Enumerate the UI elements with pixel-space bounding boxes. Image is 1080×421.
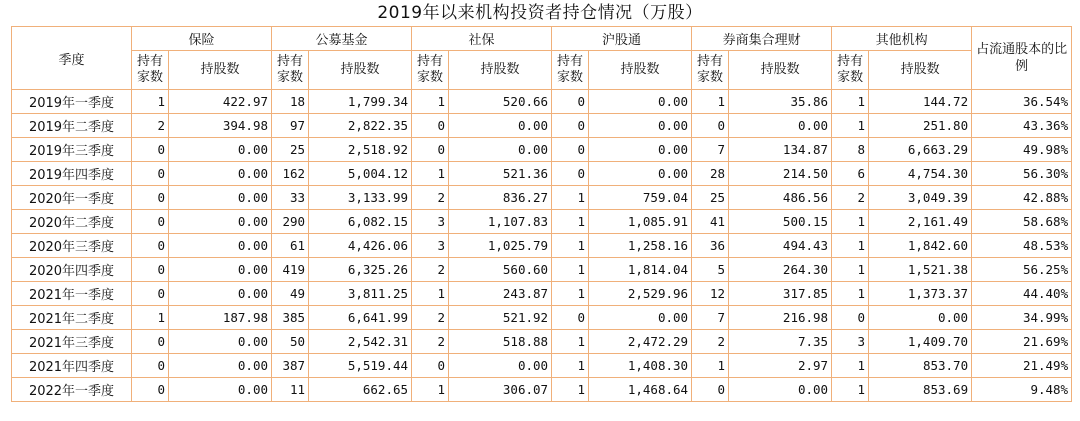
holder-count-cell: 33 bbox=[272, 186, 309, 210]
holder-count-cell: 1 bbox=[132, 306, 169, 330]
holder-count-cell: 1 bbox=[832, 90, 869, 114]
holder-count-cell: 1 bbox=[412, 378, 449, 402]
holder-count-cell: 0 bbox=[552, 162, 589, 186]
shares-cell: 134.87 bbox=[729, 138, 832, 162]
holder-count-cell: 1 bbox=[552, 282, 589, 306]
group-header-social-security: 社保 bbox=[412, 27, 552, 51]
holder-count-cell: 2 bbox=[412, 186, 449, 210]
holder-count-cell: 2 bbox=[412, 306, 449, 330]
shares-cell: 853.69 bbox=[869, 378, 972, 402]
shares-cell: 144.72 bbox=[869, 90, 972, 114]
holder-count-cell: 1 bbox=[552, 234, 589, 258]
holdings-table bbox=[11, 26, 1072, 402]
holder-count-cell: 3 bbox=[412, 234, 449, 258]
holder-count-cell: 0 bbox=[132, 234, 169, 258]
shares-cell: 0.00 bbox=[169, 330, 272, 354]
shares-cell: 243.87 bbox=[449, 282, 552, 306]
holder-count-cell: 0 bbox=[412, 354, 449, 378]
holder-count-cell: 1 bbox=[412, 90, 449, 114]
shares-cell: 264.30 bbox=[729, 258, 832, 282]
holder-count-cell: 0 bbox=[552, 138, 589, 162]
sub-header-holder-count: 持有家数 bbox=[132, 51, 169, 90]
shares-cell: 521.36 bbox=[449, 162, 552, 186]
holder-count-cell: 49 bbox=[272, 282, 309, 306]
holder-count-cell: 5 bbox=[692, 258, 729, 282]
holder-count-cell: 61 bbox=[272, 234, 309, 258]
shares-cell: 2,161.49 bbox=[869, 210, 972, 234]
shares-cell: 3,049.39 bbox=[869, 186, 972, 210]
ratio-cell: 44.40% bbox=[972, 282, 1072, 306]
holder-count-cell: 97 bbox=[272, 114, 309, 138]
shares-cell: 5,519.44 bbox=[309, 354, 412, 378]
shares-cell: 0.00 bbox=[729, 378, 832, 402]
holder-count-cell: 50 bbox=[272, 330, 309, 354]
quarter-cell: 2020年四季度 bbox=[12, 258, 132, 282]
holder-count-cell: 3 bbox=[412, 210, 449, 234]
holder-count-cell: 1 bbox=[692, 354, 729, 378]
holder-count-cell: 0 bbox=[132, 210, 169, 234]
holder-count-cell: 0 bbox=[132, 138, 169, 162]
shares-cell: 216.98 bbox=[729, 306, 832, 330]
holder-count-cell: 0 bbox=[832, 306, 869, 330]
holder-count-cell: 3 bbox=[832, 330, 869, 354]
holder-count-cell: 1 bbox=[552, 258, 589, 282]
shares-cell: 1,842.60 bbox=[869, 234, 972, 258]
table-row bbox=[12, 138, 1072, 162]
quarter-cell: 2021年三季度 bbox=[12, 330, 132, 354]
shares-cell: 0.00 bbox=[169, 234, 272, 258]
sub-header-shares: 持股数 bbox=[309, 51, 412, 90]
sub-header-shares: 持股数 bbox=[449, 51, 552, 90]
holder-count-cell: 18 bbox=[272, 90, 309, 114]
holder-count-cell: 1 bbox=[552, 186, 589, 210]
shares-cell: 2,542.31 bbox=[309, 330, 412, 354]
shares-cell: 0.00 bbox=[589, 114, 692, 138]
table-row bbox=[12, 378, 1072, 402]
holder-count-cell: 1 bbox=[132, 90, 169, 114]
sub-header-shares: 持股数 bbox=[169, 51, 272, 90]
shares-cell: 0.00 bbox=[589, 138, 692, 162]
holder-count-cell: 41 bbox=[692, 210, 729, 234]
quarter-cell: 2020年二季度 bbox=[12, 210, 132, 234]
holder-count-cell: 1 bbox=[692, 90, 729, 114]
ratio-cell: 58.68% bbox=[972, 210, 1072, 234]
holder-count-cell: 1 bbox=[412, 282, 449, 306]
shares-cell: 494.43 bbox=[729, 234, 832, 258]
holder-count-cell: 36 bbox=[692, 234, 729, 258]
shares-cell: 0.00 bbox=[449, 354, 552, 378]
holder-count-cell: 1 bbox=[552, 354, 589, 378]
holder-count-cell: 0 bbox=[132, 282, 169, 306]
shares-cell: 4,426.06 bbox=[309, 234, 412, 258]
holder-count-cell: 1 bbox=[832, 258, 869, 282]
group-header-other-institutions: 其他机构 bbox=[832, 27, 972, 51]
quarter-cell: 2019年三季度 bbox=[12, 138, 132, 162]
shares-cell: 1,373.37 bbox=[869, 282, 972, 306]
shares-cell: 422.97 bbox=[169, 90, 272, 114]
quarter-cell: 2021年二季度 bbox=[12, 306, 132, 330]
holder-count-cell: 0 bbox=[132, 258, 169, 282]
shares-cell: 0.00 bbox=[169, 138, 272, 162]
sub-header-row bbox=[12, 51, 1072, 90]
quarter-cell: 2021年四季度 bbox=[12, 354, 132, 378]
shares-cell: 306.07 bbox=[449, 378, 552, 402]
holder-count-cell: 0 bbox=[412, 138, 449, 162]
holder-count-cell: 11 bbox=[272, 378, 309, 402]
shares-cell: 0.00 bbox=[169, 210, 272, 234]
shares-cell: 0.00 bbox=[169, 162, 272, 186]
holder-count-cell: 6 bbox=[832, 162, 869, 186]
holder-count-cell: 419 bbox=[272, 258, 309, 282]
ratio-cell: 21.49% bbox=[972, 354, 1072, 378]
table-row bbox=[12, 186, 1072, 210]
shares-cell: 0.00 bbox=[869, 306, 972, 330]
shares-cell: 1,468.64 bbox=[589, 378, 692, 402]
ratio-cell: 48.53% bbox=[972, 234, 1072, 258]
shares-cell: 0.00 bbox=[169, 186, 272, 210]
table-title: 2019年以来机构投资者持仓情况（万股） bbox=[377, 3, 703, 23]
shares-cell: 520.66 bbox=[449, 90, 552, 114]
table-row bbox=[12, 114, 1072, 138]
sub-header-holder-count: 持有家数 bbox=[552, 51, 589, 90]
holder-count-cell: 0 bbox=[132, 186, 169, 210]
ratio-cell: 34.99% bbox=[972, 306, 1072, 330]
shares-cell: 521.92 bbox=[449, 306, 552, 330]
shares-cell: 214.50 bbox=[729, 162, 832, 186]
group-header-mutual-funds: 公募基金 bbox=[272, 27, 412, 51]
shares-cell: 2,529.96 bbox=[589, 282, 692, 306]
shares-cell: 187.98 bbox=[169, 306, 272, 330]
shares-cell: 0.00 bbox=[729, 114, 832, 138]
table-row bbox=[12, 234, 1072, 258]
table-row bbox=[12, 162, 1072, 186]
group-header-shanghai-connect: 沪股通 bbox=[552, 27, 692, 51]
shares-cell: 1,799.34 bbox=[309, 90, 412, 114]
shares-cell: 1,409.70 bbox=[869, 330, 972, 354]
holder-count-cell: 2 bbox=[692, 330, 729, 354]
shares-cell: 759.04 bbox=[589, 186, 692, 210]
shares-cell: 2.97 bbox=[729, 354, 832, 378]
holder-count-cell: 12 bbox=[692, 282, 729, 306]
shares-cell: 1,521.38 bbox=[869, 258, 972, 282]
sub-header-shares: 持股数 bbox=[589, 51, 692, 90]
ratio-header: 占流通股本的比例 bbox=[972, 27, 1072, 90]
shares-cell: 4,754.30 bbox=[869, 162, 972, 186]
holder-count-cell: 8 bbox=[832, 138, 869, 162]
shares-cell: 0.00 bbox=[589, 162, 692, 186]
holder-count-cell: 385 bbox=[272, 306, 309, 330]
ratio-cell: 56.30% bbox=[972, 162, 1072, 186]
shares-cell: 1,107.83 bbox=[449, 210, 552, 234]
shares-cell: 0.00 bbox=[449, 114, 552, 138]
quarter-cell: 2020年三季度 bbox=[12, 234, 132, 258]
ratio-cell: 42.88% bbox=[972, 186, 1072, 210]
quarter-header: 季度 bbox=[12, 27, 132, 90]
shares-cell: 836.27 bbox=[449, 186, 552, 210]
holder-count-cell: 1 bbox=[832, 282, 869, 306]
ratio-cell: 49.98% bbox=[972, 138, 1072, 162]
sub-header-shares: 持股数 bbox=[869, 51, 972, 90]
group-header-insurance: 保险 bbox=[132, 27, 272, 51]
table-row bbox=[12, 258, 1072, 282]
shares-cell: 0.00 bbox=[589, 90, 692, 114]
holder-count-cell: 25 bbox=[272, 138, 309, 162]
holder-count-cell: 2 bbox=[412, 258, 449, 282]
shares-cell: 853.70 bbox=[869, 354, 972, 378]
holder-count-cell: 28 bbox=[692, 162, 729, 186]
holder-count-cell: 2 bbox=[832, 186, 869, 210]
shares-cell: 35.86 bbox=[729, 90, 832, 114]
sub-header-holder-count: 持有家数 bbox=[692, 51, 729, 90]
holder-count-cell: 1 bbox=[552, 210, 589, 234]
shares-cell: 518.88 bbox=[449, 330, 552, 354]
shares-cell: 2,472.29 bbox=[589, 330, 692, 354]
ratio-cell: 21.69% bbox=[972, 330, 1072, 354]
holder-count-cell: 0 bbox=[132, 162, 169, 186]
holder-count-cell: 0 bbox=[412, 114, 449, 138]
shares-cell: 6,325.26 bbox=[309, 258, 412, 282]
group-header-row bbox=[12, 27, 1072, 51]
shares-cell: 2,518.92 bbox=[309, 138, 412, 162]
holder-count-cell: 1 bbox=[832, 378, 869, 402]
shares-cell: 317.85 bbox=[729, 282, 832, 306]
shares-cell: 1,025.79 bbox=[449, 234, 552, 258]
holder-count-cell: 2 bbox=[132, 114, 169, 138]
sub-header-holder-count: 持有家数 bbox=[272, 51, 309, 90]
holder-count-cell: 0 bbox=[132, 330, 169, 354]
shares-cell: 0.00 bbox=[169, 378, 272, 402]
sub-header-holder-count: 持有家数 bbox=[832, 51, 869, 90]
holder-count-cell: 0 bbox=[692, 378, 729, 402]
holder-count-cell: 1 bbox=[832, 210, 869, 234]
quarter-cell: 2019年一季度 bbox=[12, 90, 132, 114]
holder-count-cell: 162 bbox=[272, 162, 309, 186]
shares-cell: 6,663.29 bbox=[869, 138, 972, 162]
shares-cell: 1,258.16 bbox=[589, 234, 692, 258]
shares-cell: 0.00 bbox=[169, 282, 272, 306]
holder-count-cell: 1 bbox=[552, 378, 589, 402]
holder-count-cell: 25 bbox=[692, 186, 729, 210]
table-row bbox=[12, 210, 1072, 234]
ratio-cell: 56.25% bbox=[972, 258, 1072, 282]
quarter-cell: 2021年一季度 bbox=[12, 282, 132, 306]
shares-cell: 3,133.99 bbox=[309, 186, 412, 210]
shares-cell: 2,822.35 bbox=[309, 114, 412, 138]
sub-header-shares: 持股数 bbox=[729, 51, 832, 90]
holder-count-cell: 1 bbox=[832, 234, 869, 258]
shares-cell: 560.60 bbox=[449, 258, 552, 282]
shares-cell: 1,408.30 bbox=[589, 354, 692, 378]
shares-cell: 6,641.99 bbox=[309, 306, 412, 330]
holder-count-cell: 1 bbox=[552, 330, 589, 354]
shares-cell: 251.80 bbox=[869, 114, 972, 138]
holder-count-cell: 7 bbox=[692, 306, 729, 330]
table-row bbox=[12, 306, 1072, 330]
holder-count-cell: 1 bbox=[832, 354, 869, 378]
shares-cell: 7.35 bbox=[729, 330, 832, 354]
holder-count-cell: 0 bbox=[552, 90, 589, 114]
holder-count-cell: 1 bbox=[832, 114, 869, 138]
holder-count-cell: 0 bbox=[692, 114, 729, 138]
table-row bbox=[12, 330, 1072, 354]
shares-cell: 0.00 bbox=[169, 258, 272, 282]
holder-count-cell: 0 bbox=[132, 354, 169, 378]
shares-cell: 0.00 bbox=[169, 354, 272, 378]
quarter-cell: 2019年二季度 bbox=[12, 114, 132, 138]
table-row bbox=[12, 354, 1072, 378]
shares-cell: 3,811.25 bbox=[309, 282, 412, 306]
ratio-cell: 43.36% bbox=[972, 114, 1072, 138]
quarter-cell: 2022年一季度 bbox=[12, 378, 132, 402]
group-header-broker-collective: 券商集合理财 bbox=[692, 27, 832, 51]
shares-cell: 6,082.15 bbox=[309, 210, 412, 234]
table-row bbox=[12, 90, 1072, 114]
table-row bbox=[12, 282, 1072, 306]
shares-cell: 662.65 bbox=[309, 378, 412, 402]
shares-cell: 0.00 bbox=[589, 306, 692, 330]
ratio-cell: 9.48% bbox=[972, 378, 1072, 402]
shares-cell: 5,004.12 bbox=[309, 162, 412, 186]
quarter-cell: 2019年四季度 bbox=[12, 162, 132, 186]
holder-count-cell: 0 bbox=[132, 378, 169, 402]
shares-cell: 500.15 bbox=[729, 210, 832, 234]
shares-cell: 486.56 bbox=[729, 186, 832, 210]
quarter-cell: 2020年一季度 bbox=[12, 186, 132, 210]
holder-count-cell: 387 bbox=[272, 354, 309, 378]
holder-count-cell: 2 bbox=[412, 330, 449, 354]
holder-count-cell: 290 bbox=[272, 210, 309, 234]
ratio-cell: 36.54% bbox=[972, 90, 1072, 114]
shares-cell: 0.00 bbox=[449, 138, 552, 162]
shares-cell: 1,814.04 bbox=[589, 258, 692, 282]
shares-cell: 1,085.91 bbox=[589, 210, 692, 234]
sub-header-holder-count: 持有家数 bbox=[412, 51, 449, 90]
holder-count-cell: 1 bbox=[412, 162, 449, 186]
holder-count-cell: 7 bbox=[692, 138, 729, 162]
holder-count-cell: 0 bbox=[552, 306, 589, 330]
shares-cell: 394.98 bbox=[169, 114, 272, 138]
holder-count-cell: 0 bbox=[552, 114, 589, 138]
